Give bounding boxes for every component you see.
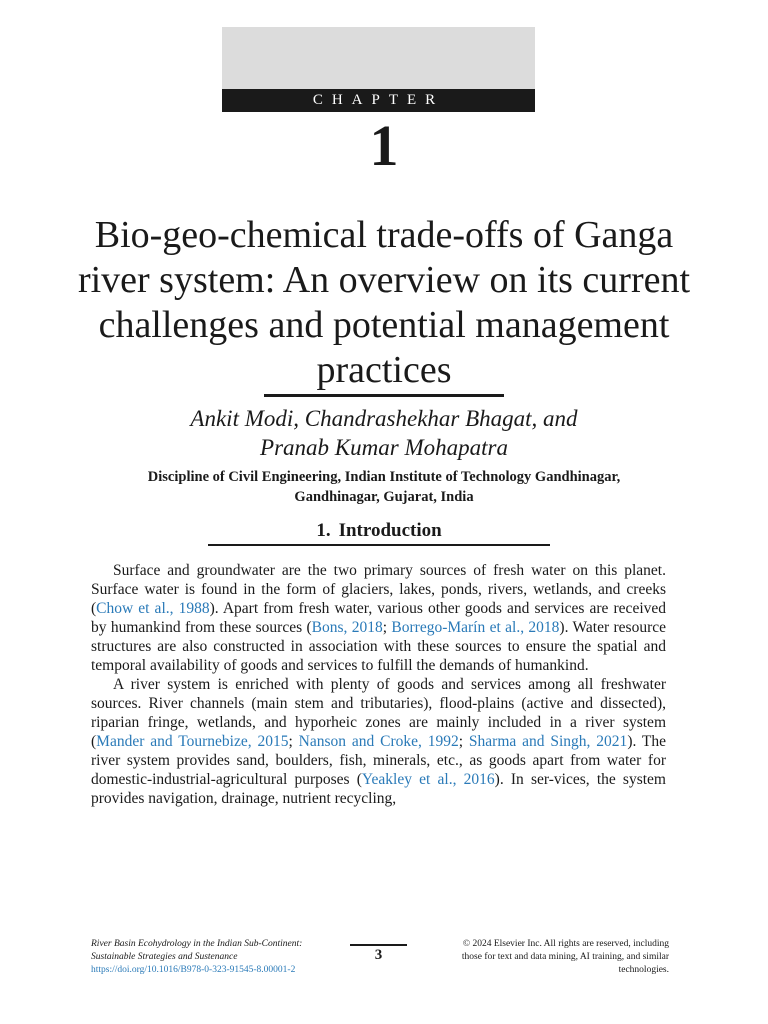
- section-heading: [208, 518, 550, 544]
- affiliation-line-2: Gandhinagar, Gujarat, India: [294, 489, 474, 505]
- authors-line-1: Ankit Modi, Chandrashekhar Bhagat, and: [190, 406, 578, 431]
- chapter-title: Bio-geo-chemical trade-offs of Ganga river system: An overview on its current challenges and potential management practices: [77, 214, 691, 391]
- paragraph-1: [91, 561, 666, 675]
- title-divider: [264, 394, 504, 397]
- text-run: ;: [382, 619, 392, 636]
- footer-copyright: [427, 938, 669, 977]
- page-number: 3: [374, 947, 383, 963]
- text-run: ). Water resource structures are also constructed in association with these sources to ensure the spatial and temporal availability of goods and services to fulfill the demands of humankind.: [91, 619, 666, 674]
- text-run: ;: [458, 733, 469, 750]
- paragraph-2: [91, 675, 666, 808]
- author-list: [60, 404, 708, 462]
- affiliation: [60, 467, 708, 507]
- text-run: A river system is enriched with plenty of goods and services among all freshwater sources. River channels (main stem and tributaries), flood-plains (active and dissected), riparian fringe, wetlands, and hyporheic zones are mainly included in a river system (: [91, 676, 666, 750]
- book-title-line-2: Sustainable Strategies and Sustenance: [91, 952, 238, 962]
- section-number: 1.: [316, 520, 331, 541]
- footer-book-info: [91, 938, 341, 977]
- chapter-label: CHAPTER: [222, 89, 535, 112]
- citation-link[interactable]: Sharma and Singh, 2021: [468, 733, 628, 750]
- citation-link[interactable]: Mander and Tournebize, 2015: [96, 733, 289, 750]
- copyright-line-2: those for text and data mining, AI training, and similar: [461, 952, 669, 962]
- body-text: [91, 561, 666, 808]
- affiliation-line-1: Discipline of Civil Engineering, Indian Institute of Technology Gandhinagar,: [147, 469, 621, 485]
- doi-link[interactable]: https://doi.org/10.1016/B978-0-323-91545-8.00001-2: [91, 965, 296, 975]
- section-title: Introduction: [338, 520, 442, 541]
- chapter-number: 1: [369, 113, 399, 178]
- text-run: Surface and groundwater are the two primary sources of fresh water on this planet. Surface water is found in the form of glaciers, lakes, ponds, rivers, wetlands, and creeks (: [91, 562, 666, 617]
- citation-link[interactable]: Borrego-Marín et al., 2018: [391, 619, 560, 636]
- text-run: ). The river system provides sand, boulders, fish, minerals, etc., as goods apart from water for domestic-industrial-agricultural purposes (: [91, 733, 667, 788]
- citation-link[interactable]: Nanson and Croke, 1992: [298, 733, 459, 750]
- citation-link[interactable]: Chow et al., 1988: [96, 600, 210, 617]
- chapter-banner: [222, 27, 535, 89]
- citation-link[interactable]: Bons, 2018: [311, 619, 383, 636]
- citation-link[interactable]: Yeakley et al., 2016: [361, 771, 495, 788]
- page-number-divider: [350, 944, 407, 946]
- copyright-line-1: © 2024 Elsevier Inc. All rights are reserved, including: [462, 939, 669, 949]
- text-run: ). Apart from fresh water, various other goods and services are received by humankind from these sources (: [91, 600, 667, 636]
- text-run: ). In ser-vices, the system provides navigation, drainage, nutrient recycling,: [91, 771, 666, 807]
- book-title-line-1: River Basin Ecohydrology in the Indian Sub-Continent:: [91, 939, 303, 949]
- copyright-line-3: technologies.: [618, 965, 669, 975]
- section-divider: [208, 544, 550, 546]
- authors-line-2: Pranab Kumar Mohapatra: [260, 435, 508, 460]
- text-run: ;: [288, 733, 299, 750]
